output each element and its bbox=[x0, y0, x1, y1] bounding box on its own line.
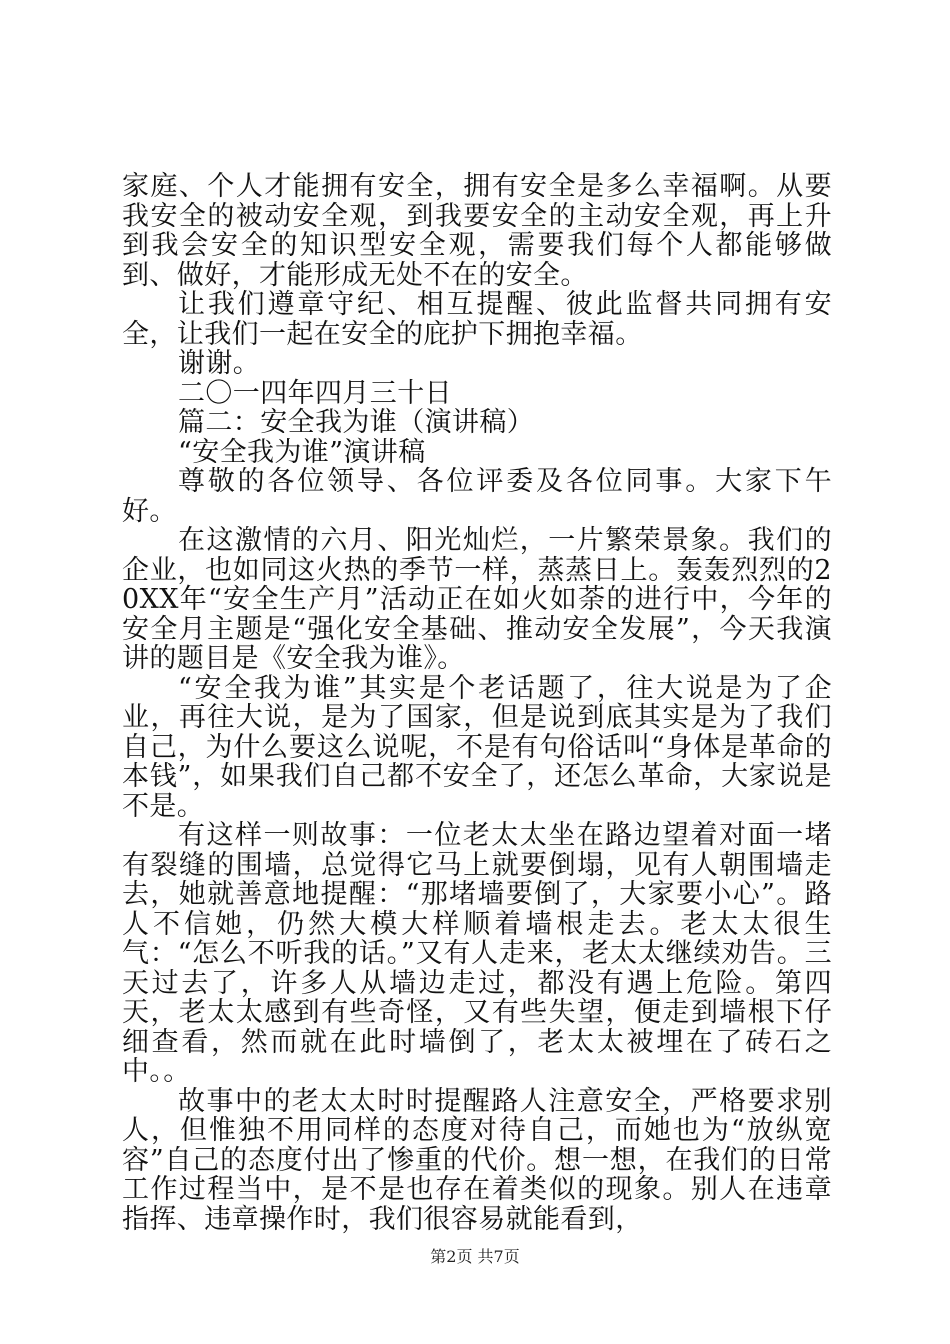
section-heading: 篇二：安全我为谁（演讲稿） bbox=[178, 407, 535, 438]
paragraph-2: 让我们遵章守纪、相互提醒、彼此监督共同拥有安全，让我们一起在安全的庇护下拥抱幸福。 bbox=[122, 289, 832, 350]
speech-title: “安全我为谁”演讲稿 bbox=[178, 436, 426, 468]
paragraph-8: 在这激情的六月、阳光灿烂，一片繁荣景象。我们的企业，也如同这火热的季节一样，蒸蒸日上。轰轰烈烈的20XX年“安全生产月”活动正在如火如荼的进行中，今年的安全月主题是“强化安全基础、推动安全发展”，今天我演讲的题目是《安全我为谁》。 bbox=[122, 525, 832, 674]
paragraph-story: 有这样一则故事：一位老太太坐在路边望着对面一堵有裂缝的围墙，总觉得它马上就要倒塌，见有人朝围墙走去，她就善意地提醒：“那堵墙要倒了，大家要小心”。路人不信她，仍然大模大样顺着墙根走去。老太太很生气：“怎么不听我的话。”又有人走来，老太太继续劝告。三天过去了，许多人从墙边走过，都没有遇上危险。第四天，老太太感到有些奇怪，又有些失望，便走到墙根下仔细查看，然而就在此时墙倒了，老太太被埋在了砖石之中。。 bbox=[122, 820, 832, 1087]
paragraph-date: 二〇一四年四月三十日 bbox=[178, 377, 452, 409]
paragraph-greeting: 尊敬的各位领导、各位评委及各位同事。大家下午好。 bbox=[122, 466, 832, 527]
paragraph-9: “安全我为谁”其实是个老话题了，往大说是为了企业，再往大说，是为了国家，但是说到底其实是为了我们自己，为什么要这么说呢，不是有句俗话叫“身体是革命的本钱”，如果我们自己都不安全了，还怎么革命，大家说是不是。 bbox=[122, 672, 832, 822]
paragraph-3: 谢谢。 bbox=[178, 348, 261, 379]
paragraph-11: 故事中的老太太时时提醒路人注意安全，严格要求别人，但惟独不用同样的态度对待自己，而她也为“放纵宽容”自己的态度付出了惨重的代价。想一想，在我们的日常工作过程当中，是不是也存在着类似的现象。别人在违章指挥、违章操作时，我们很容易就能看到， bbox=[122, 1085, 832, 1235]
page-footer: 第2页 共7页 bbox=[430, 1247, 520, 1266]
body-text bbox=[122, 172, 832, 1234]
paragraph-1: 家庭、个人才能拥有安全，拥有安全是多么幸福啊。从要我安全的被动安全观，到我要安全的主动安全观，再上升到我会安全的知识型安全观，需要我们每个人都能够做到、做好，才能形成无处不在的安全。 bbox=[122, 171, 832, 291]
